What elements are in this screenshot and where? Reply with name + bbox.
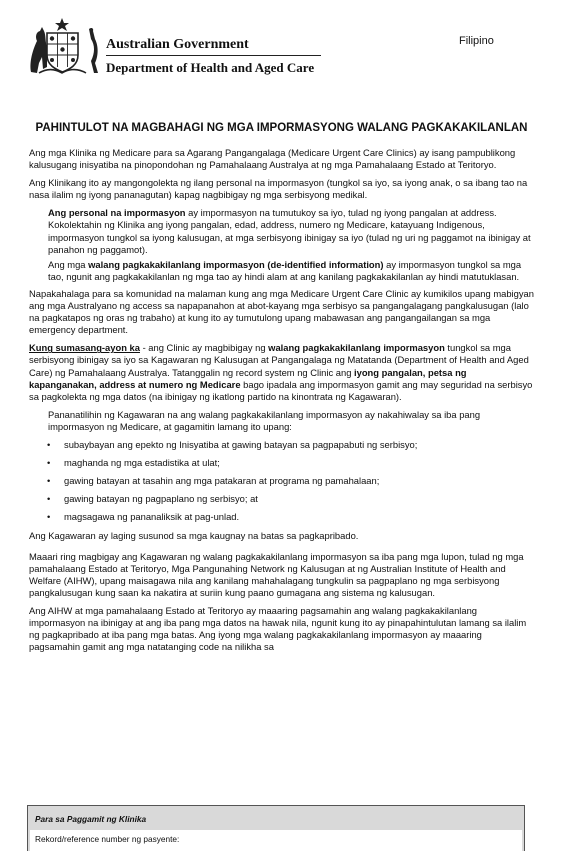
- patient-reference-field[interactable]: [30, 830, 522, 852]
- data-linkage-paragraph: Ang AIHW at mga pamahalaang Estado at Teritoryo ay maaaring pagsamahin ang walang pagkakakilanlang impormasyon na ibinigay at ang iba pang mga datos na hawak nila, ngunit kung ito ay pinapahintulutan lamang sa ilalim ng pagkapribado at iba pang mga batas. Ang iyong mga walang pagkakakilanlang impormasyon ay maaaring pagsamahin gamit ang mga natatanging code na nilikha sa: [29, 604, 527, 653]
- sharing-paragraph: Maaari ring magbigay ang Kagawaran ng walang pagkakakilanlang impormasyon sa iba pang mga lupon, tulad ng mga pamahalaang Estado at Teritoryo, Mga Pangunahing Network ng Kalusugan at ng Australian Institute of Health and Welfare (AIHW), upang maisagawa nila ang kanilang mahahalagang tungkulin sa pagpaplano ng mga serbisyong pangkalusugan kung saan ka nakatira at suriin kung paano gumagana ang sistema ng kalusugan.: [29, 550, 524, 598]
- page-title: PAHINTULOT NA MAGBAHAGI NG MGA IMPORMASYONG WALANG PAGKAKAKILANLAN: [35, 122, 528, 134]
- personal-info-term: Ang personal na impormasyon: [48, 207, 186, 219]
- consent-term-removed-fields: iyong pangalan, petsa ng kapanganakan, address at numero ng Medicare: [29, 366, 467, 390]
- intro-paragraph: Ang mga Klinika ng Medicare para sa Agarang Pangangalaga (Medicare Urgent Care Clinics) ay isang pampublikong kalusugang inisyatiba na pinopondohan ng Pamahalaang Australya at ng mga Pamahalaang Estado at Teritoryo.: [29, 147, 516, 171]
- list-item: • gawing batayan ng pagpaplano ng serbisyo; at: [29, 493, 534, 505]
- list-item: • maghanda ng mga estadistika at ulat;: [29, 457, 534, 469]
- clinic-use-box: [27, 805, 525, 851]
- definitions-block: [48, 207, 534, 283]
- list-item: • subaybayan ang epekto ng Inisyatiba at gawing batayan sa pagpapabuti ng serbisyo;: [29, 439, 534, 451]
- uses-list: [29, 439, 534, 523]
- personal-info-text: ay impormasyon na tumutukoy sa iyo, tulad ng iyong pangalan at address. Kokolektahin ng Klinika ang iyong pangalan, edad, address, numero ng Medicare, katayuang Indigenous, impormasyon tungkol sa iyong kalusugan, at mga serbisyong ibinigay sa iyo (tulad ng uri ng paggamot na ibinigay at panahon ng paggamot).: [48, 207, 531, 255]
- department-uses-block: [48, 409, 534, 433]
- deidentified-info-prefix: Ang mga: [48, 258, 89, 270]
- header-divider: [106, 55, 321, 56]
- language-label: Filipino: [459, 35, 494, 47]
- consent-text-1: - ang Clinic ay magbibigay ng: [139, 342, 269, 354]
- list-item: • magsagawa ng pananaliksik at pag-unlad.: [29, 511, 534, 523]
- consent-term: Kung sumasang-ayon ka: [29, 342, 140, 354]
- consent-paragraph: [29, 342, 534, 402]
- department-name: Department of Health and Aged Care: [106, 60, 315, 75]
- list-item: • gawing batayan at tasahin ang mga patakaran at programa ng pamahalaan;: [29, 475, 534, 487]
- document-body: [29, 121, 534, 659]
- deidentified-info-text: ay impormasyon tungkol sa mga tao, ngunit ang pagkakakilanlan ng mga tao ay hindi alam at ang kanilang pagkakakilanlan ay hindi matutuklasan.: [48, 258, 522, 282]
- page-header: [0, 0, 569, 90]
- department-uses-intro: Pananatilihin ng Kagawaran na ang walang pagkakakilanlang impormasyon ay nakahiwalay sa iba pang impormasyon ng Medicare, at gagamitin lamang ito upang:: [48, 408, 481, 432]
- consent-term-deidentified: walang pagkakakilanlang impormasyon: [268, 342, 445, 354]
- patient-reference-label: Rekord/reference number ng pasyente:: [35, 834, 180, 844]
- deidentified-info-term: walang pagkakakilanlang impormasyon (de-identified information): [88, 258, 384, 270]
- coat-of-arms-icon: [25, 17, 100, 75]
- collection-paragraph: Ang Klinikang ito ay mangongolekta ng ilang personal na impormasyon (tungkol sa iyo, sa iyong anak, o sa ibang tao na nasa ilalim ng iyong pananagutan) kapag nagbibigay ng mga serbisyong medikal.: [29, 177, 528, 201]
- deidentified-info-definition: [48, 259, 534, 283]
- personal-info-definition: [48, 207, 534, 255]
- privacy-paragraph: Ang Kagawaran ay laging susunod sa mga kaugnay na batas sa pagkapribado.: [29, 530, 359, 542]
- clinic-use-title: Para sa Paggamit ng Klinika: [35, 814, 147, 824]
- consent-text-2: tungkol sa mga serbisyong ibinigay sa iyo sa Kagawaran ng Kalusugan at Pangangalaga ng Matatanda (Department of Health and Aged Care) ng Pamahalaang Australya. Tatanggalin ng record system ng Clinic ang: [29, 342, 529, 378]
- purpose-paragraph: Napakahalaga para sa komunidad na malaman kung ang mga Medicare Urgent Care Clinic ay kumikilos upang mabigyan ang mga Australyano ng access sa napapanahon at abot-kayang mga serbisyo sa pangangalagang pangkalusugan (lalo na pagkatapos ng oras ng trabaho) at kung ito ay tumutulong upang mabawasan ang pangangailangan sa mga emergency department.: [29, 287, 534, 336]
- government-name: Australian Government: [106, 37, 249, 52]
- consent-text-3: bago ipadala ang impormasyon gamit ang may seguridad na serbisyo sa pagkolekta ng mga datos (na ibinigay ng ikatlong partido na kinontrata ng Kagawaran).: [29, 378, 533, 402]
